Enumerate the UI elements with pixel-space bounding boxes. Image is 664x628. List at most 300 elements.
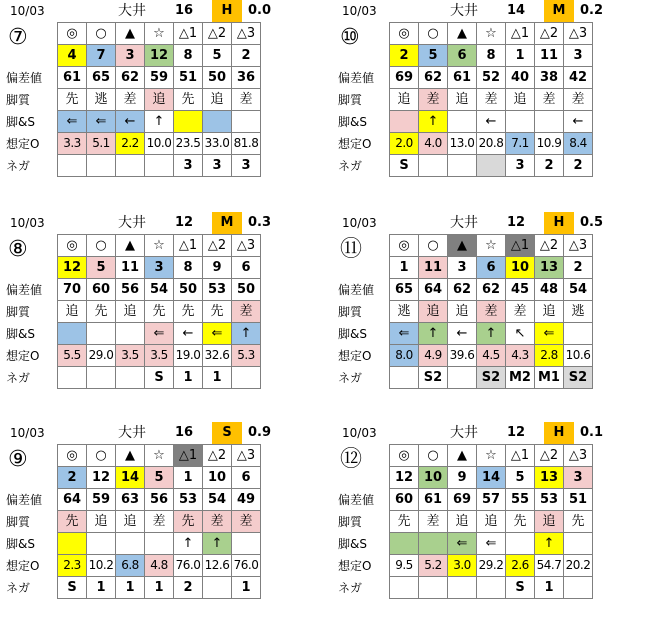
grid-cell-neg: 2 <box>564 155 593 177</box>
grid-row-deviation <box>390 67 593 89</box>
grid-cell-style: 追 <box>448 89 477 111</box>
grid-cell-marks: ☆ <box>477 445 506 467</box>
grid-row-numbers <box>390 257 593 279</box>
grid-cell-style: 先 <box>58 511 87 533</box>
grid-cell-deviation: 64 <box>419 279 448 301</box>
grid-cell-speed: ↑ <box>203 533 232 555</box>
race-grade-badge: M <box>544 0 574 22</box>
grid-cell-speed: ↑ <box>535 533 564 555</box>
grid-row-marks <box>58 235 261 257</box>
grid-row-speed <box>58 111 261 133</box>
row-label: 脚&S <box>6 327 35 341</box>
grid-cell-deviation: 54 <box>564 279 593 301</box>
grid-cell-numbers: 10 <box>203 467 232 489</box>
row-label: 想定O <box>338 137 372 151</box>
grid-cell-style: 追 <box>203 89 232 111</box>
grid-cell-deviation: 55 <box>506 489 535 511</box>
grid-cell-style: 差 <box>419 89 448 111</box>
grid-cell-marks: △2 <box>535 235 564 257</box>
grid-cell-odds: 10.0 <box>145 133 174 155</box>
grid-cell-style: 先 <box>58 89 87 111</box>
grid-cell-speed: ⇐ <box>58 111 87 133</box>
race-venue: 大井 <box>450 215 478 231</box>
grid-cell-deviation: 53 <box>174 489 203 511</box>
grid-cell-odds: 7.1 <box>506 133 535 155</box>
grid-cell-marks: △3 <box>564 23 593 45</box>
grid-cell-style: 追 <box>116 511 145 533</box>
grid-cell-neg: 3 <box>232 155 261 177</box>
race-date: 10/03 <box>342 216 377 230</box>
grid-cell-odds: 3.5 <box>116 345 145 367</box>
grid-cell-speed: ↑ <box>419 323 448 345</box>
grid-cell-numbers: 8 <box>174 45 203 67</box>
grid-cell-numbers: 3 <box>448 257 477 279</box>
row-label: 脚質 <box>6 305 31 319</box>
grid-cell-speed: ← <box>564 111 593 133</box>
race-block <box>332 422 662 628</box>
grid-cell-neg <box>448 155 477 177</box>
grid-cell-odds: 10.2 <box>87 555 116 577</box>
grid-cell-speed <box>87 533 116 555</box>
grid-cell-numbers: 3 <box>564 45 593 67</box>
grid-cell-numbers: 8 <box>477 45 506 67</box>
grid-cell-deviation: 70 <box>58 279 87 301</box>
grid-cell-style: 逃 <box>390 301 419 323</box>
grid-cell-deviation: 60 <box>390 489 419 511</box>
grid-cell-style: 差 <box>477 301 506 323</box>
grid-cell-style: 先 <box>174 301 203 323</box>
grid-cell-deviation: 49 <box>232 489 261 511</box>
race-venue: 大井 <box>118 215 146 231</box>
grid-cell-speed: ↑ <box>477 323 506 345</box>
grid-cell-odds: 4.0 <box>419 133 448 155</box>
row-label: 想定O <box>6 349 40 363</box>
grid-cell-deviation: 50 <box>203 67 232 89</box>
grid-cell-marks: ◎ <box>58 23 87 45</box>
grid-cell-odds: 13.0 <box>448 133 477 155</box>
grid-cell-numbers: 1 <box>390 257 419 279</box>
grid-row-marks <box>390 23 593 45</box>
row-label: ネガ <box>338 159 363 173</box>
grid-cell-marks: ◎ <box>58 445 87 467</box>
grid-cell-style: 追 <box>419 301 448 323</box>
grid-cell-numbers: 2 <box>564 257 593 279</box>
grid-cell-numbers: 5 <box>419 45 448 67</box>
grid-row-odds <box>390 133 593 155</box>
grid-cell-numbers: 1 <box>174 467 203 489</box>
grid-cell-marks: ◎ <box>390 445 419 467</box>
grid-cell-odds: 2.2 <box>116 133 145 155</box>
runner-count: 16 <box>175 3 194 18</box>
grid-cell-odds: 8.0 <box>390 345 419 367</box>
grid-cell-numbers: 13 <box>535 257 564 279</box>
grid-cell-marks: ▲ <box>448 23 477 45</box>
grid-cell-marks: △3 <box>564 235 593 257</box>
grid-cell-marks: ○ <box>419 23 448 45</box>
race-grid <box>57 234 261 389</box>
grid-cell-deviation: 50 <box>232 279 261 301</box>
grid-cell-odds: 8.4 <box>564 133 593 155</box>
grid-cell-deviation: 48 <box>535 279 564 301</box>
grid-cell-marks: △1 <box>506 23 535 45</box>
grid-cell-odds: 54.7 <box>535 555 564 577</box>
grid-cell-style: 差 <box>535 89 564 111</box>
grid-cell-style: 差 <box>232 301 261 323</box>
grid-cell-neg <box>419 155 448 177</box>
grid-cell-odds: 20.2 <box>564 555 593 577</box>
grid-cell-speed: ⇐ <box>145 323 174 345</box>
grid-cell-marks: △1 <box>174 445 203 467</box>
grid-cell-neg <box>448 367 477 389</box>
grid-cell-speed: ↖ <box>506 323 535 345</box>
grid-cell-numbers: 5 <box>203 45 232 67</box>
grid-cell-deviation: 51 <box>174 67 203 89</box>
grid-cell-speed: ⇐ <box>535 323 564 345</box>
grid-cell-odds: 10.6 <box>564 345 593 367</box>
grid-cell-odds: 5.3 <box>232 345 261 367</box>
race-grid <box>389 22 593 177</box>
grid-cell-speed: ↑ <box>174 533 203 555</box>
grid-cell-marks: ☆ <box>145 23 174 45</box>
grid-row-deviation <box>390 279 593 301</box>
grid-cell-speed <box>448 111 477 133</box>
race-date: 10/03 <box>10 426 45 440</box>
grid-cell-marks: ▲ <box>448 235 477 257</box>
grid-cell-numbers: 3 <box>145 257 174 279</box>
grid-cell-odds: 3.5 <box>145 345 174 367</box>
grid-cell-numbers: 7 <box>87 45 116 67</box>
grid-cell-odds: 5.2 <box>419 555 448 577</box>
grid-cell-deviation: 38 <box>535 67 564 89</box>
grid-cell-style: 追 <box>477 511 506 533</box>
grid-cell-speed <box>564 323 593 345</box>
grid-cell-odds: 4.9 <box>419 345 448 367</box>
runner-count: 16 <box>175 425 194 440</box>
grid-cell-neg: 2 <box>535 155 564 177</box>
grid-row-speed <box>58 533 261 555</box>
grid-cell-deviation: 59 <box>87 489 116 511</box>
grid-cell-style: 追 <box>87 511 116 533</box>
grid-cell-numbers: 3 <box>116 45 145 67</box>
grid-cell-numbers: 14 <box>477 467 506 489</box>
grid-row-marks <box>390 445 593 467</box>
grid-cell-deviation: 62 <box>448 279 477 301</box>
race-grade-badge: H <box>544 422 574 444</box>
grid-cell-marks: △3 <box>232 23 261 45</box>
grid-cell-speed: ⇐ <box>87 111 116 133</box>
grid-cell-neg: 3 <box>203 155 232 177</box>
grid-cell-marks: △2 <box>203 235 232 257</box>
row-label: 想定O <box>338 349 372 363</box>
race-header <box>332 0 662 22</box>
grid-cell-deviation: 40 <box>506 67 535 89</box>
row-label: 脚&S <box>6 115 35 129</box>
grid-cell-deviation: 54 <box>203 489 232 511</box>
race-date: 10/03 <box>10 4 45 18</box>
grid-cell-deviation: 65 <box>390 279 419 301</box>
race-block <box>332 0 662 206</box>
grid-cell-neg: 1 <box>203 367 232 389</box>
grid-cell-style: 追 <box>145 89 174 111</box>
race-index-value: 0.0 <box>248 3 272 18</box>
race-number: ⑫ <box>340 447 363 472</box>
grid-cell-neg: 1 <box>174 367 203 389</box>
row-label: 脚質 <box>6 515 31 529</box>
grid-cell-style: 追 <box>506 89 535 111</box>
grid-cell-neg <box>477 155 506 177</box>
race-date: 10/03 <box>10 216 45 230</box>
row-label: 脚&S <box>338 327 367 341</box>
grid-row-neg <box>390 367 593 389</box>
grid-cell-odds: 76.0 <box>232 555 261 577</box>
race-block <box>0 0 330 206</box>
race-header <box>0 422 330 444</box>
grid-cell-neg: 1 <box>87 577 116 599</box>
grid-cell-speed <box>174 111 203 133</box>
grid-cell-marks: △1 <box>506 445 535 467</box>
grid-cell-odds: 19.0 <box>174 345 203 367</box>
race-number: ⑪ <box>340 237 363 262</box>
grid-cell-odds: 4.5 <box>477 345 506 367</box>
grid-cell-deviation: 62 <box>116 67 145 89</box>
race-index-value: 0.9 <box>248 425 272 440</box>
row-label: ネガ <box>338 371 363 385</box>
grid-cell-numbers: 6 <box>477 257 506 279</box>
grid-cell-neg: 1 <box>232 577 261 599</box>
row-label: 偏差値 <box>338 283 375 297</box>
grid-cell-neg: 1 <box>535 577 564 599</box>
grid-cell-speed <box>116 533 145 555</box>
grid-cell-odds: 4.8 <box>145 555 174 577</box>
grid-cell-marks: ◎ <box>390 23 419 45</box>
grid-cell-style: 追 <box>448 511 477 533</box>
grid-cell-style: 追 <box>116 301 145 323</box>
grid-cell-neg <box>419 577 448 599</box>
grid-cell-marks: △3 <box>232 235 261 257</box>
grid-cell-odds: 10.9 <box>535 133 564 155</box>
grid-cell-neg <box>145 155 174 177</box>
row-label: 偏差値 <box>338 493 375 507</box>
race-grid <box>57 22 261 177</box>
grid-cell-speed: ↑ <box>419 111 448 133</box>
grid-cell-odds: 5.1 <box>87 133 116 155</box>
race-venue: 大井 <box>118 425 146 441</box>
row-label: 脚質 <box>338 305 363 319</box>
row-label: 脚&S <box>6 537 35 551</box>
grid-cell-neg <box>87 367 116 389</box>
grid-cell-deviation: 62 <box>477 279 506 301</box>
grid-cell-marks: ○ <box>419 445 448 467</box>
runner-count: 12 <box>175 215 194 230</box>
grid-cell-neg: 3 <box>506 155 535 177</box>
grid-cell-odds: 81.8 <box>232 133 261 155</box>
grid-cell-odds: 2.8 <box>535 345 564 367</box>
grid-cell-style: 先 <box>174 89 203 111</box>
grid-cell-marks: ◎ <box>390 235 419 257</box>
grid-cell-neg <box>116 367 145 389</box>
grid-cell-neg <box>564 577 593 599</box>
grid-cell-marks: ○ <box>87 235 116 257</box>
grid-cell-deviation: 56 <box>145 489 174 511</box>
grid-cell-style: 差 <box>564 89 593 111</box>
grid-cell-numbers: 2 <box>390 45 419 67</box>
grid-cell-numbers: 10 <box>506 257 535 279</box>
grid-cell-marks: △1 <box>174 235 203 257</box>
grid-cell-neg: S <box>58 577 87 599</box>
grid-cell-marks: ▲ <box>116 23 145 45</box>
grid-cell-marks: △2 <box>535 23 564 45</box>
grid-cell-speed <box>58 533 87 555</box>
grid-cell-numbers: 5 <box>145 467 174 489</box>
grid-cell-speed <box>203 111 232 133</box>
grid-row-neg <box>390 577 593 599</box>
grid-cell-style: 追 <box>390 89 419 111</box>
grid-cell-marks: ○ <box>87 23 116 45</box>
grid-row-speed <box>390 533 593 555</box>
grid-cell-speed: ← <box>448 323 477 345</box>
row-label: 想定O <box>6 137 40 151</box>
grid-row-numbers <box>58 467 261 489</box>
grid-row-neg <box>58 155 261 177</box>
grid-cell-numbers: 6 <box>448 45 477 67</box>
grid-cell-style: 追 <box>448 301 477 323</box>
race-grid <box>389 444 593 599</box>
race-block <box>0 212 330 418</box>
grid-cell-numbers: 9 <box>203 257 232 279</box>
grid-row-style <box>390 511 593 533</box>
grid-cell-marks: △3 <box>232 445 261 467</box>
race-header <box>0 0 330 22</box>
grid-cell-deviation: 61 <box>58 67 87 89</box>
grid-row-style <box>58 89 261 111</box>
grid-cell-speed <box>58 323 87 345</box>
grid-cell-odds: 76.0 <box>174 555 203 577</box>
grid-cell-numbers: 11 <box>535 45 564 67</box>
row-label: 偏差値 <box>6 493 43 507</box>
grid-cell-numbers: 12 <box>87 467 116 489</box>
grid-cell-numbers: 2 <box>58 467 87 489</box>
grid-cell-speed <box>419 533 448 555</box>
grid-cell-marks: ○ <box>419 235 448 257</box>
grid-cell-style: 先 <box>145 301 174 323</box>
grid-cell-style: 差 <box>506 301 535 323</box>
race-venue: 大井 <box>450 3 478 19</box>
row-label: 想定O <box>6 559 40 573</box>
grid-cell-speed <box>145 533 174 555</box>
grid-cell-neg <box>390 367 419 389</box>
grid-row-style <box>390 301 593 323</box>
grid-cell-neg: S <box>506 577 535 599</box>
race-grade-badge: H <box>544 212 574 234</box>
grid-cell-style: 先 <box>506 511 535 533</box>
row-label: ネガ <box>6 159 31 173</box>
race-grade-badge: S <box>212 422 242 444</box>
grid-cell-marks: ☆ <box>477 23 506 45</box>
race-header <box>332 212 662 234</box>
grid-cell-numbers: 2 <box>232 45 261 67</box>
grid-cell-neg: 1 <box>116 577 145 599</box>
grid-cell-style: 差 <box>116 89 145 111</box>
grid-row-neg <box>58 577 261 599</box>
grid-cell-deviation: 61 <box>419 489 448 511</box>
race-block <box>332 212 662 418</box>
grid-cell-odds: 29.0 <box>87 345 116 367</box>
grid-cell-marks: ☆ <box>145 445 174 467</box>
grid-cell-style: 差 <box>232 89 261 111</box>
grid-row-speed <box>390 111 593 133</box>
grid-cell-style: 差 <box>145 511 174 533</box>
grid-row-numbers <box>58 45 261 67</box>
grid-row-neg <box>58 367 261 389</box>
grid-cell-speed <box>506 111 535 133</box>
grid-cell-marks: △3 <box>564 445 593 467</box>
grid-cell-neg <box>58 155 87 177</box>
grid-cell-deviation: 54 <box>145 279 174 301</box>
grid-cell-neg <box>58 367 87 389</box>
grid-cell-style: 追 <box>535 511 564 533</box>
grid-row-speed <box>58 323 261 345</box>
row-label: 想定O <box>338 559 372 573</box>
grid-cell-marks: △2 <box>535 445 564 467</box>
grid-cell-neg <box>390 577 419 599</box>
race-grid <box>389 234 593 389</box>
grid-cell-numbers: 3 <box>564 467 593 489</box>
grid-cell-style: 逃 <box>87 89 116 111</box>
grid-cell-numbers: 12 <box>390 467 419 489</box>
race-index-value: 0.1 <box>580 425 604 440</box>
grid-row-neg <box>390 155 593 177</box>
grid-cell-odds: 3.0 <box>448 555 477 577</box>
grid-row-odds <box>390 555 593 577</box>
grid-cell-neg: S2 <box>477 367 506 389</box>
race-grid <box>57 444 261 599</box>
grid-cell-marks: ☆ <box>145 235 174 257</box>
grid-cell-numbers: 14 <box>116 467 145 489</box>
grid-cell-neg <box>203 577 232 599</box>
row-label: ネガ <box>338 581 363 595</box>
grid-cell-deviation: 52 <box>477 67 506 89</box>
grid-cell-neg: S2 <box>564 367 593 389</box>
race-venue: 大井 <box>450 425 478 441</box>
grid-cell-speed <box>87 323 116 345</box>
grid-cell-deviation: 59 <box>145 67 174 89</box>
grid-cell-marks: ▲ <box>448 445 477 467</box>
grid-cell-neg <box>232 367 261 389</box>
grid-cell-deviation: 61 <box>448 67 477 89</box>
grid-cell-deviation: 36 <box>232 67 261 89</box>
grid-cell-style: 先 <box>174 511 203 533</box>
grid-row-marks <box>390 235 593 257</box>
grid-cell-odds: 33.0 <box>203 133 232 155</box>
grid-cell-odds: 23.5 <box>174 133 203 155</box>
grid-cell-numbers: 4 <box>58 45 87 67</box>
grid-cell-neg: M1 <box>535 367 564 389</box>
race-grade-badge: M <box>212 212 242 234</box>
grid-cell-odds: 2.0 <box>390 133 419 155</box>
race-index-value: 0.2 <box>580 3 604 18</box>
grid-cell-speed <box>564 533 593 555</box>
grid-cell-style: 先 <box>564 511 593 533</box>
grid-cell-marks: △2 <box>203 445 232 467</box>
grid-row-speed <box>390 323 593 345</box>
grid-cell-speed <box>535 111 564 133</box>
grid-cell-style: 追 <box>58 301 87 323</box>
grid-cell-numbers: 1 <box>506 45 535 67</box>
grid-cell-speed <box>232 533 261 555</box>
grid-row-numbers <box>390 467 593 489</box>
grid-cell-style: 差 <box>232 511 261 533</box>
grid-cell-speed: ⇐ <box>203 323 232 345</box>
